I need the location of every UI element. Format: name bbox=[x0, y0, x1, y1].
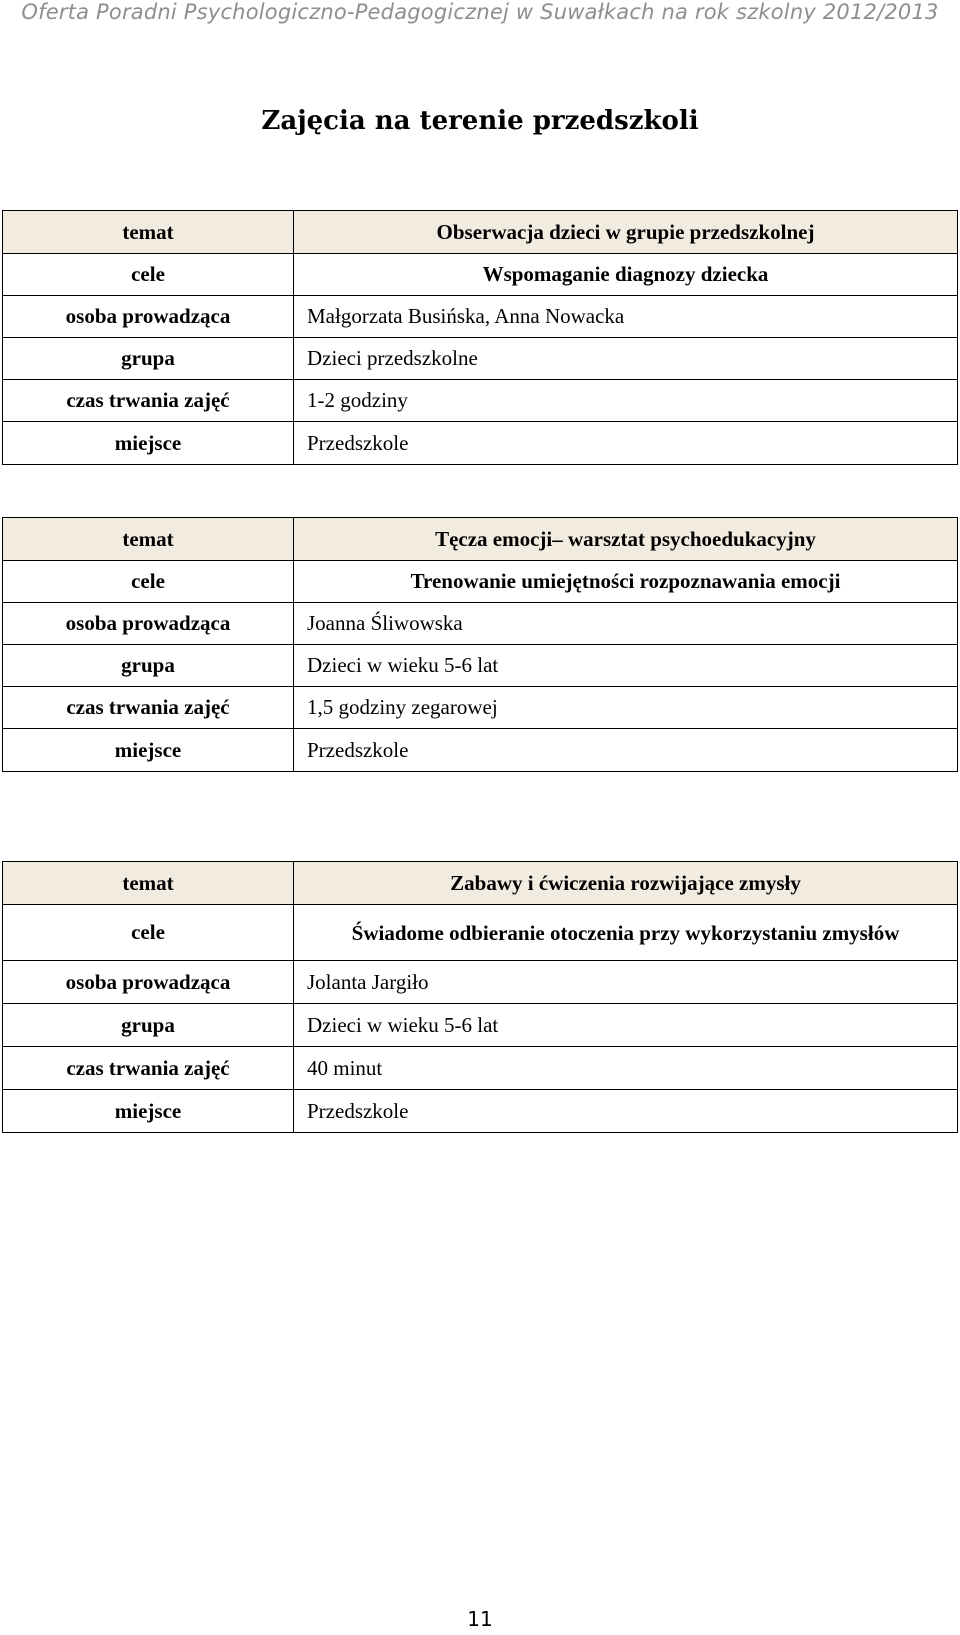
label-miejsce: miejsce bbox=[3, 422, 294, 465]
row-czas bbox=[3, 1047, 958, 1090]
value-czas: 1-2 godziny bbox=[294, 380, 958, 422]
value-cele: Wspomaganie diagnozy dziecka bbox=[294, 254, 958, 296]
activity-table-2 bbox=[2, 517, 958, 772]
row-temat bbox=[3, 518, 958, 561]
label-grupa: grupa bbox=[3, 1004, 294, 1047]
value-temat: Obserwacja dzieci w grupie przedszkolnej bbox=[294, 211, 958, 254]
value-miejsce: Przedszkole bbox=[294, 729, 958, 772]
value-miejsce: Przedszkole bbox=[294, 422, 958, 465]
label-grupa: grupa bbox=[3, 338, 294, 380]
value-miejsce: Przedszkole bbox=[294, 1090, 958, 1133]
value-cele: Świadome odbieranie otoczenia przy wykorzystaniu zmysłów bbox=[294, 905, 958, 961]
row-miejsce bbox=[3, 1090, 958, 1133]
value-czas: 1,5 godziny zegarowej bbox=[294, 687, 958, 729]
row-miejsce bbox=[3, 729, 958, 772]
label-osoba: osoba prowadząca bbox=[3, 603, 294, 645]
label-temat: temat bbox=[3, 862, 294, 905]
label-temat: temat bbox=[3, 211, 294, 254]
row-osoba bbox=[3, 296, 958, 338]
row-temat bbox=[3, 862, 958, 905]
value-osoba: Joanna Śliwowska bbox=[294, 603, 958, 645]
row-cele bbox=[3, 561, 958, 603]
value-grupa: Dzieci w wieku 5-6 lat bbox=[294, 645, 958, 687]
row-cele bbox=[3, 254, 958, 296]
section-title: Zajęcia na terenie przedszkoli bbox=[261, 106, 699, 136]
value-temat: Tęcza emocji– warsztat psychoedukacyjny bbox=[294, 518, 958, 561]
label-czas: czas trwania zajęć bbox=[3, 380, 294, 422]
running-header: Oferta Poradni Psychologiczno-Pedagogicznej w Suwałkach na rok szkolny 2012/2013 bbox=[21, 0, 939, 24]
label-miejsce: miejsce bbox=[3, 1090, 294, 1133]
value-cele: Trenowanie umiejętności rozpoznawania emocji bbox=[294, 561, 958, 603]
activity-table-1 bbox=[2, 210, 958, 465]
row-osoba bbox=[3, 961, 958, 1004]
row-czas bbox=[3, 380, 958, 422]
label-osoba: osoba prowadząca bbox=[3, 296, 294, 338]
row-cele bbox=[3, 905, 958, 961]
label-czas: czas trwania zajęć bbox=[3, 1047, 294, 1090]
value-temat: Zabawy i ćwiczenia rozwijające zmysły bbox=[294, 862, 958, 905]
label-cele: cele bbox=[3, 561, 294, 603]
row-czas bbox=[3, 687, 958, 729]
value-osoba: Jolanta Jargiło bbox=[294, 961, 958, 1004]
value-grupa: Dzieci przedszkolne bbox=[294, 338, 958, 380]
label-cele: cele bbox=[3, 254, 294, 296]
label-cele: cele bbox=[3, 905, 294, 961]
label-czas: czas trwania zajęć bbox=[3, 687, 294, 729]
value-czas: 40 minut bbox=[294, 1047, 958, 1090]
value-grupa: Dzieci w wieku 5-6 lat bbox=[294, 1004, 958, 1047]
activity-table-3 bbox=[2, 861, 958, 1133]
label-osoba: osoba prowadząca bbox=[3, 961, 294, 1004]
row-temat bbox=[3, 211, 958, 254]
row-grupa bbox=[3, 338, 958, 380]
row-grupa bbox=[3, 1004, 958, 1047]
label-miejsce: miejsce bbox=[3, 729, 294, 772]
page-number: 11 bbox=[467, 1607, 493, 1631]
label-temat: temat bbox=[3, 518, 294, 561]
row-grupa bbox=[3, 645, 958, 687]
label-grupa: grupa bbox=[3, 645, 294, 687]
row-miejsce bbox=[3, 422, 958, 465]
row-osoba bbox=[3, 603, 958, 645]
value-osoba: Małgorzata Busińska, Anna Nowacka bbox=[294, 296, 958, 338]
